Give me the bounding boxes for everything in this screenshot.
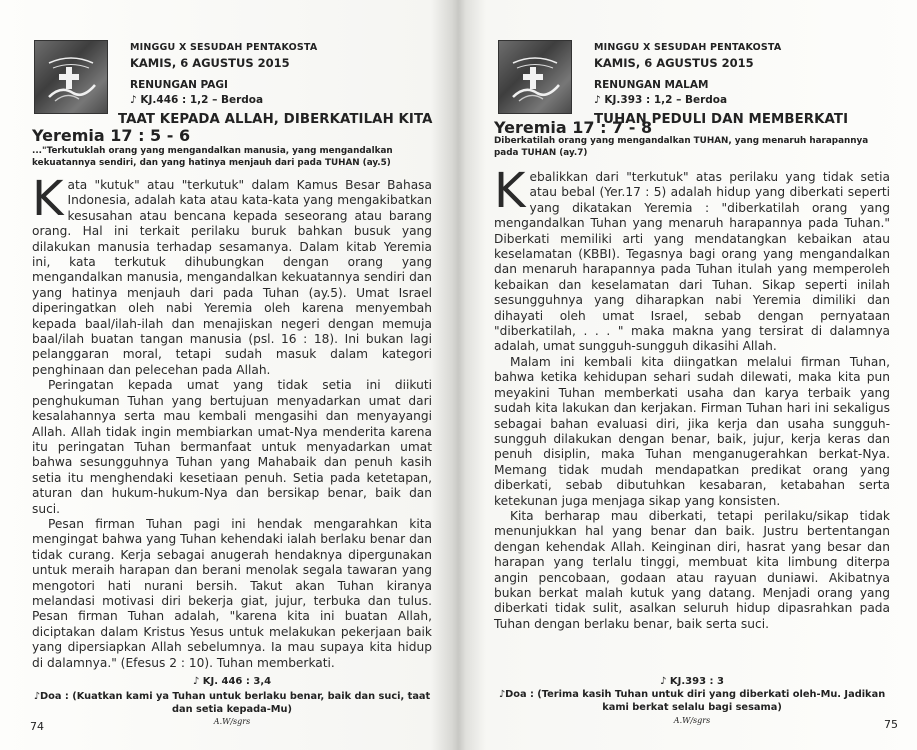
drop-cap: K bbox=[32, 171, 64, 227]
author-signature: A.W/sgrs bbox=[213, 717, 251, 726]
page-title: TAAT KEPADA ALLAH, DIBERKATILAH KITA bbox=[118, 112, 433, 127]
closing-prayer: ♪Doa : (Terima kasih Tuhan untuk diri yang diberkati oleh-Mu. Jadikan kami berkat selalu bagi sesama) bbox=[498, 689, 886, 713]
key-verse-quote: ..."Terkutuklah orang yang mengandalkan manusia, yang mengandalkan kekuatannya sendiri, dan yang hatinya menjauh dari pada TUHAN (ay.5) bbox=[32, 146, 393, 168]
closing-song: ♪ KJ. 446 : 3,4 bbox=[192, 676, 272, 687]
right-page bbox=[470, 0, 917, 750]
drop-cap: K bbox=[494, 163, 526, 219]
session-label: RENUNGAN MALAM bbox=[594, 79, 709, 91]
author-signature: A.W/sgrs bbox=[673, 716, 711, 725]
session-label: RENUNGAN PAGI bbox=[130, 79, 228, 91]
opening-song: ♪ KJ.393 : 1,2 – Berdoa bbox=[594, 94, 728, 106]
paragraph: Malam ini kembali kita diingatkan melalui firman Tuhan, bahwa ketika kehidupan sehari sudah dilewati, maka kita pun meyakini Tuhan memberkati usaha dan karya terbaik yang sudah kita lakukan dan kerjakan. Firman Tuhan hari ini sekaligus sebagai bahan evaluasi diri, jika kerja dan usaha sungguh-sungguh dilakukan dengan benar, baik, jujur, kerja keras dan penuh disiplin, maka Tuhan menganugerahkan berkat-Nya. Memang tidak mudah mendapatkan predikat orang yang diberkati, sebab dibutuhkan kesabaran, ketabahan serta ketekunan juga menjaga sikap yang konsisten. bbox=[494, 354, 890, 508]
week-label: MINGGU X SESUDAH PENTAKOSTA bbox=[594, 42, 782, 53]
closing-song: ♪ KJ.393 : 3 bbox=[660, 676, 724, 687]
paragraph: Kata "kutuk" atau "terkutuk" dalam Kamus Besar Bahasa Indonesia, adalah kata atau kata-kata yang mengakibatkan kesusahan atau bencana kepada seseorang atau barang orang. Hal ini terkait perilaku buruk bahkan busuk yang dilakukan manusia terhadap sesamanya. Dalam kitab Yeremia ini, kata terkutuk dihubungkan dengan orang yang mengandalkan manusia, mengandalkan kekuatannya sendiri dan yang hatinya menjauh dari pada Tuhan (ay.5). Umat Israel diperingatkan oleh nabi Yeremia oleh karena menyembah kepada baal/ilah-ilah dan menajiskan negeri dengan memuja baal/ilah buatan tangan manusia (psl. 16 : 18). Ini bukan lagi pelanggaran moral, tetapi sudah masuk dalam kategori penghinaan dan pelecehan pada Allah. bbox=[32, 171, 432, 377]
paragraph: Pesan firman Tuhan pagi ini hendak mengarahkan kita mengingat bahwa yang Tuhan kehendaki ialah berlaku benar dan tidak curang. Kerja sebagai anugerah hendaknya dipergunakan untuk meraih harapan dan berani menolak segala tawaran yang mengotori hati nurani bersih. Takut akan Tuhan kiranya melandasi motivasi diri bekerja giat, jujur, terbuka dan tulus. Pesan firman Tuhan adalah, "karena kita ini buatan Allah, diciptakan dalam Kristus Yesus untuk melakukan pekerjaan baik yang dipersiapkan Allah sebelumnya. Ia mau supaya kita hidup di dalamnya." (Efesus 2 : 10). Tuhan memberkati. bbox=[32, 516, 432, 670]
header-meta bbox=[594, 40, 914, 127]
church-emblem-icon bbox=[34, 40, 108, 114]
devotional-body bbox=[32, 171, 432, 671]
opening-song: ♪ KJ.446 : 1,2 – Berdoa bbox=[130, 94, 264, 106]
church-emblem-icon bbox=[498, 40, 572, 114]
date-label: KAMIS, 6 AGUSTUS 2015 bbox=[130, 56, 290, 70]
page-number: 74 bbox=[30, 720, 44, 733]
date-label: KAMIS, 6 AGUSTUS 2015 bbox=[594, 56, 754, 70]
scripture-reference: Yeremia 17 : 5 - 6 bbox=[32, 126, 191, 145]
header-meta bbox=[118, 40, 450, 127]
scripture-reference: Yeremia 17 : 7 - 8 bbox=[494, 118, 653, 137]
page-title: TUHAN PEDULI DAN MEMBERKATI bbox=[594, 112, 849, 127]
devotional-body bbox=[494, 163, 890, 632]
paragraph: Kita berharap mau diberkati, tetapi perilaku/sikap tidak menunjukkan hal yang benar dan baik. Justru bertentangan dengan kehendak Allah. Keinginan diri, hasrat yang besar dan harapan yang terlalu tinggi, membuat kita limbung diterpa angin pencobaan, godaan atau rayuan duniawi. Akibatnya bukan berkat malah kutuk yang datang. Menjadi orang yang diberkati tidak sulit, asalkan seluruh hidup dipasrahkan pada Tuhan dengan berlaku benar, baik serta suci. bbox=[494, 508, 890, 631]
closing-prayer: ♪Doa : (Kuatkan kami ya Tuhan untuk berlaku benar, baik dan suci, taat dan setia kepada-Mu) bbox=[33, 691, 431, 715]
left-page bbox=[0, 0, 452, 750]
paragraph: Kebalikkan dari "terkutuk" atas perilaku yang tidak setia atau bebal (Yer.17 : 5) adalah hidup yang diberkati seperti yang dikatakan Yeremia : "diberkatilah orang yang mengandalkan Tuhan yang menaruh harapannya pada Tuhan." Diberkati memiliki arti yang mendatangkan kebaikan atau keselamatan (KBBI). Tegasnya bagi orang yang mengandalkan dan menaruh harapannya pada Tuhan itulah yang memperoleh kebaikan dan keselamatan dari Tuhan. Sikap seperti inilah sesungguhnya yang diharapkan nabi Yeremia dimiliki dan dihayati oleh umat Israel, sebab dengan pernyataan "diberkatilah, . . . " maka makna yang tersirat di dalamnya adalah, umat sungguh-sungguh dikasihi Allah. bbox=[494, 163, 890, 354]
page-number: 75 bbox=[884, 718, 898, 731]
key-verse-quote: Diberkatilah orang yang mengandalkan TUHAN, yang menaruh harapannya pada TUHAN (ay.7) bbox=[494, 136, 869, 158]
week-label: MINGGU X SESUDAH PENTAKOSTA bbox=[130, 42, 318, 53]
paragraph: Peringatan kepada umat yang tidak setia ini diikuti penghukuman Tuhan yang bertujuan menyadarkan umat dari kesalahannya serta mau kembali mengasihi dan menyayangi Allah. Allah tidak ingin membiarkan umat-Nya menderita karena itu peringatan Tuhan bermanfaat untuk menyadarkan umat bahwa sesungguhnya Tuhan yang Mahabaik dan penuh kasih setia itu menghendaki kesetiaan penuh. Setia pada ketetapan, aturan dan hukum-hukum-Nya dan bersikap benar, baik dan suci. bbox=[32, 378, 432, 516]
